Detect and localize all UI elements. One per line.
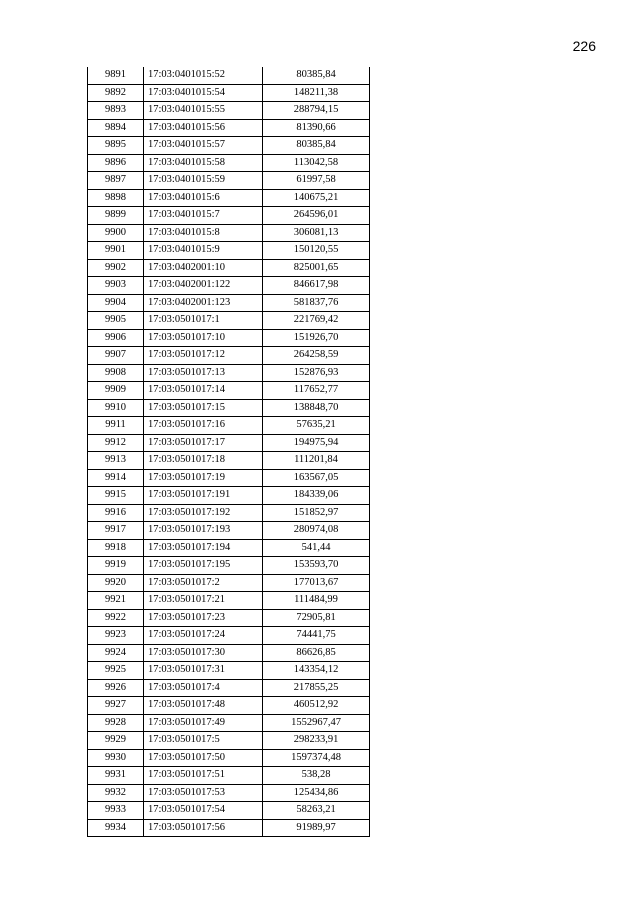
row-number-cell: 9922 (88, 609, 144, 627)
cadastral-value-cell: 306081,13 (263, 224, 370, 242)
cadastral-number-cell: 17:03:0501017:19 (144, 469, 263, 487)
cadastral-value-cell: 151852,97 (263, 504, 370, 522)
cadastral-value-cell: 125434,86 (263, 784, 370, 802)
cadastral-value-cell: 81390,66 (263, 119, 370, 137)
table-row (88, 417, 370, 435)
cadastral-number-cell: 17:03:0401015:8 (144, 224, 263, 242)
cadastral-number-cell: 17:03:0501017:18 (144, 452, 263, 470)
table-row (88, 172, 370, 190)
row-number-cell: 9933 (88, 802, 144, 820)
table-row (88, 487, 370, 505)
row-number-cell: 9916 (88, 504, 144, 522)
table-row (88, 749, 370, 767)
cadastral-value-cell: 163567,05 (263, 469, 370, 487)
table-row (88, 102, 370, 120)
row-number-cell: 9917 (88, 522, 144, 540)
table-row (88, 277, 370, 295)
cadastral-number-cell: 17:03:0501017:31 (144, 662, 263, 680)
cadastral-value-cell: 72905,81 (263, 609, 370, 627)
row-number-cell: 9909 (88, 382, 144, 400)
table-row (88, 67, 370, 84)
cadastral-value-cell: 298233,91 (263, 732, 370, 750)
cadastral-number-cell: 17:03:0402001:122 (144, 277, 263, 295)
cadastral-number-cell: 17:03:0401015:7 (144, 207, 263, 225)
cadastral-number-cell: 17:03:0501017:13 (144, 364, 263, 382)
row-number-cell: 9913 (88, 452, 144, 470)
cadastral-number-cell: 17:03:0401015:58 (144, 154, 263, 172)
cadastral-value-cell: 846617,98 (263, 277, 370, 295)
table-row (88, 399, 370, 417)
row-number-cell: 9915 (88, 487, 144, 505)
cadastral-value-cell: 111484,99 (263, 592, 370, 610)
table-row (88, 504, 370, 522)
row-number-cell: 9931 (88, 767, 144, 785)
cadastral-number-cell: 17:03:0402001:10 (144, 259, 263, 277)
cadastral-value-cell: 264596,01 (263, 207, 370, 225)
cadastral-value-cell: 150120,55 (263, 242, 370, 260)
cadastral-value-cell: 57635,21 (263, 417, 370, 435)
cadastral-value-table (87, 67, 370, 837)
row-number-cell: 9924 (88, 644, 144, 662)
cadastral-number-cell: 17:03:0501017:48 (144, 697, 263, 715)
cadastral-value-cell: 541,44 (263, 539, 370, 557)
cadastral-number-cell: 17:03:0501017:51 (144, 767, 263, 785)
table-row (88, 189, 370, 207)
cadastral-value-cell: 1597374,48 (263, 749, 370, 767)
cadastral-value-cell: 221769,42 (263, 312, 370, 330)
row-number-cell: 9898 (88, 189, 144, 207)
cadastral-number-cell: 17:03:0501017:54 (144, 802, 263, 820)
table-row (88, 574, 370, 592)
table-row (88, 679, 370, 697)
row-number-cell: 9932 (88, 784, 144, 802)
cadastral-number-cell: 17:03:0401015:59 (144, 172, 263, 190)
cadastral-number-cell: 17:03:0501017:4 (144, 679, 263, 697)
table-row (88, 469, 370, 487)
row-number-cell: 9923 (88, 627, 144, 645)
cadastral-number-cell: 17:03:0401015:54 (144, 84, 263, 102)
cadastral-number-cell: 17:03:0501017:195 (144, 557, 263, 575)
cadastral-number-cell: 17:03:0501017:24 (144, 627, 263, 645)
cadastral-value-cell: 113042,58 (263, 154, 370, 172)
cadastral-number-cell: 17:03:0501017:56 (144, 819, 263, 837)
cadastral-value-cell: 177013,67 (263, 574, 370, 592)
row-number-cell: 9901 (88, 242, 144, 260)
cadastral-value-cell: 138848,70 (263, 399, 370, 417)
row-number-cell: 9895 (88, 137, 144, 155)
table-row (88, 819, 370, 837)
cadastral-value-cell: 61997,58 (263, 172, 370, 190)
cadastral-value-cell: 217855,25 (263, 679, 370, 697)
cadastral-number-cell: 17:03:0501017:16 (144, 417, 263, 435)
row-number-cell: 9906 (88, 329, 144, 347)
cadastral-number-cell: 17:03:0401015:9 (144, 242, 263, 260)
row-number-cell: 9934 (88, 819, 144, 837)
row-number-cell: 9905 (88, 312, 144, 330)
cadastral-number-cell: 17:03:0501017:50 (144, 749, 263, 767)
table-row (88, 259, 370, 277)
cadastral-number-cell: 17:03:0501017:2 (144, 574, 263, 592)
table-row (88, 767, 370, 785)
table-row (88, 382, 370, 400)
cadastral-number-cell: 17:03:0501017:23 (144, 609, 263, 627)
table-row (88, 732, 370, 750)
table-row (88, 329, 370, 347)
cadastral-value-cell: 86626,85 (263, 644, 370, 662)
table-row (88, 84, 370, 102)
row-number-cell: 9918 (88, 539, 144, 557)
table-row (88, 662, 370, 680)
table-row (88, 312, 370, 330)
cadastral-value-cell: 143354,12 (263, 662, 370, 680)
row-number-cell: 9911 (88, 417, 144, 435)
cadastral-number-cell: 17:03:0501017:12 (144, 347, 263, 365)
table-row (88, 697, 370, 715)
cadastral-number-cell: 17:03:0501017:21 (144, 592, 263, 610)
cadastral-number-cell: 17:03:0401015:6 (144, 189, 263, 207)
table-row (88, 347, 370, 365)
table-row (88, 609, 370, 627)
cadastral-value-cell: 91989,97 (263, 819, 370, 837)
cadastral-number-cell: 17:03:0501017:49 (144, 714, 263, 732)
table-row (88, 557, 370, 575)
table-row (88, 242, 370, 260)
table-row (88, 522, 370, 540)
cadastral-number-cell: 17:03:0402001:123 (144, 294, 263, 312)
table-body (88, 67, 370, 837)
cadastral-value-cell: 117652,77 (263, 382, 370, 400)
row-number-cell: 9896 (88, 154, 144, 172)
row-number-cell: 9929 (88, 732, 144, 750)
cadastral-number-cell: 17:03:0501017:192 (144, 504, 263, 522)
row-number-cell: 9897 (88, 172, 144, 190)
row-number-cell: 9903 (88, 277, 144, 295)
table-row (88, 137, 370, 155)
table-row (88, 714, 370, 732)
cadastral-value-cell: 58263,21 (263, 802, 370, 820)
cadastral-value-cell: 184339,06 (263, 487, 370, 505)
row-number-cell: 9904 (88, 294, 144, 312)
cadastral-number-cell: 17:03:0501017:193 (144, 522, 263, 540)
cadastral-value-cell: 80385,84 (263, 67, 370, 84)
row-number-cell: 9921 (88, 592, 144, 610)
row-number-cell: 9891 (88, 67, 144, 84)
cadastral-value-cell: 1552967,47 (263, 714, 370, 732)
row-number-cell: 9899 (88, 207, 144, 225)
cadastral-value-cell: 581837,76 (263, 294, 370, 312)
cadastral-value-cell: 153593,70 (263, 557, 370, 575)
cadastral-value-cell: 264258,59 (263, 347, 370, 365)
cadastral-number-cell: 17:03:0501017:194 (144, 539, 263, 557)
row-number-cell: 9925 (88, 662, 144, 680)
row-number-cell: 9907 (88, 347, 144, 365)
cadastral-number-cell: 17:03:0401015:56 (144, 119, 263, 137)
cadastral-number-cell: 17:03:0401015:55 (144, 102, 263, 120)
cadastral-number-cell: 17:03:0501017:14 (144, 382, 263, 400)
table-row (88, 224, 370, 242)
cadastral-value-cell: 152876,93 (263, 364, 370, 382)
cadastral-value-cell: 140675,21 (263, 189, 370, 207)
cadastral-number-cell: 17:03:0401015:52 (144, 67, 263, 84)
cadastral-number-cell: 17:03:0501017:10 (144, 329, 263, 347)
table-row (88, 784, 370, 802)
row-number-cell: 9919 (88, 557, 144, 575)
row-number-cell: 9900 (88, 224, 144, 242)
cadastral-value-cell: 194975,94 (263, 434, 370, 452)
cadastral-number-cell: 17:03:0501017:30 (144, 644, 263, 662)
row-number-cell: 9910 (88, 399, 144, 417)
table-row (88, 802, 370, 820)
row-number-cell: 9902 (88, 259, 144, 277)
table-row (88, 364, 370, 382)
row-number-cell: 9927 (88, 697, 144, 715)
cadastral-value-cell: 538,28 (263, 767, 370, 785)
row-number-cell: 9912 (88, 434, 144, 452)
cadastral-value-cell: 288794,15 (263, 102, 370, 120)
cadastral-value-cell: 148211,38 (263, 84, 370, 102)
cadastral-value-cell: 80385,84 (263, 137, 370, 155)
table-row (88, 119, 370, 137)
row-number-cell: 9926 (88, 679, 144, 697)
page-number: 226 (572, 38, 596, 54)
row-number-cell: 9908 (88, 364, 144, 382)
row-number-cell: 9914 (88, 469, 144, 487)
table-row (88, 452, 370, 470)
cadastral-number-cell: 17:03:0501017:15 (144, 399, 263, 417)
cadastral-value-cell: 74441,75 (263, 627, 370, 645)
cadastral-value-cell: 151926,70 (263, 329, 370, 347)
cadastral-number-cell: 17:03:0401015:57 (144, 137, 263, 155)
table-row (88, 207, 370, 225)
cadastral-value-cell: 280974,08 (263, 522, 370, 540)
row-number-cell: 9928 (88, 714, 144, 732)
row-number-cell: 9920 (88, 574, 144, 592)
table-row (88, 434, 370, 452)
cadastral-value-cell: 460512,92 (263, 697, 370, 715)
table-row (88, 154, 370, 172)
row-number-cell: 9894 (88, 119, 144, 137)
table-row (88, 294, 370, 312)
row-number-cell: 9892 (88, 84, 144, 102)
table-row (88, 644, 370, 662)
cadastral-value-cell: 825001,65 (263, 259, 370, 277)
row-number-cell: 9930 (88, 749, 144, 767)
cadastral-number-cell: 17:03:0501017:1 (144, 312, 263, 330)
table-row (88, 539, 370, 557)
table-row (88, 627, 370, 645)
cadastral-value-cell: 111201,84 (263, 452, 370, 470)
table-row (88, 592, 370, 610)
cadastral-number-cell: 17:03:0501017:5 (144, 732, 263, 750)
cadastral-number-cell: 17:03:0501017:191 (144, 487, 263, 505)
row-number-cell: 9893 (88, 102, 144, 120)
cadastral-number-cell: 17:03:0501017:53 (144, 784, 263, 802)
cadastral-number-cell: 17:03:0501017:17 (144, 434, 263, 452)
